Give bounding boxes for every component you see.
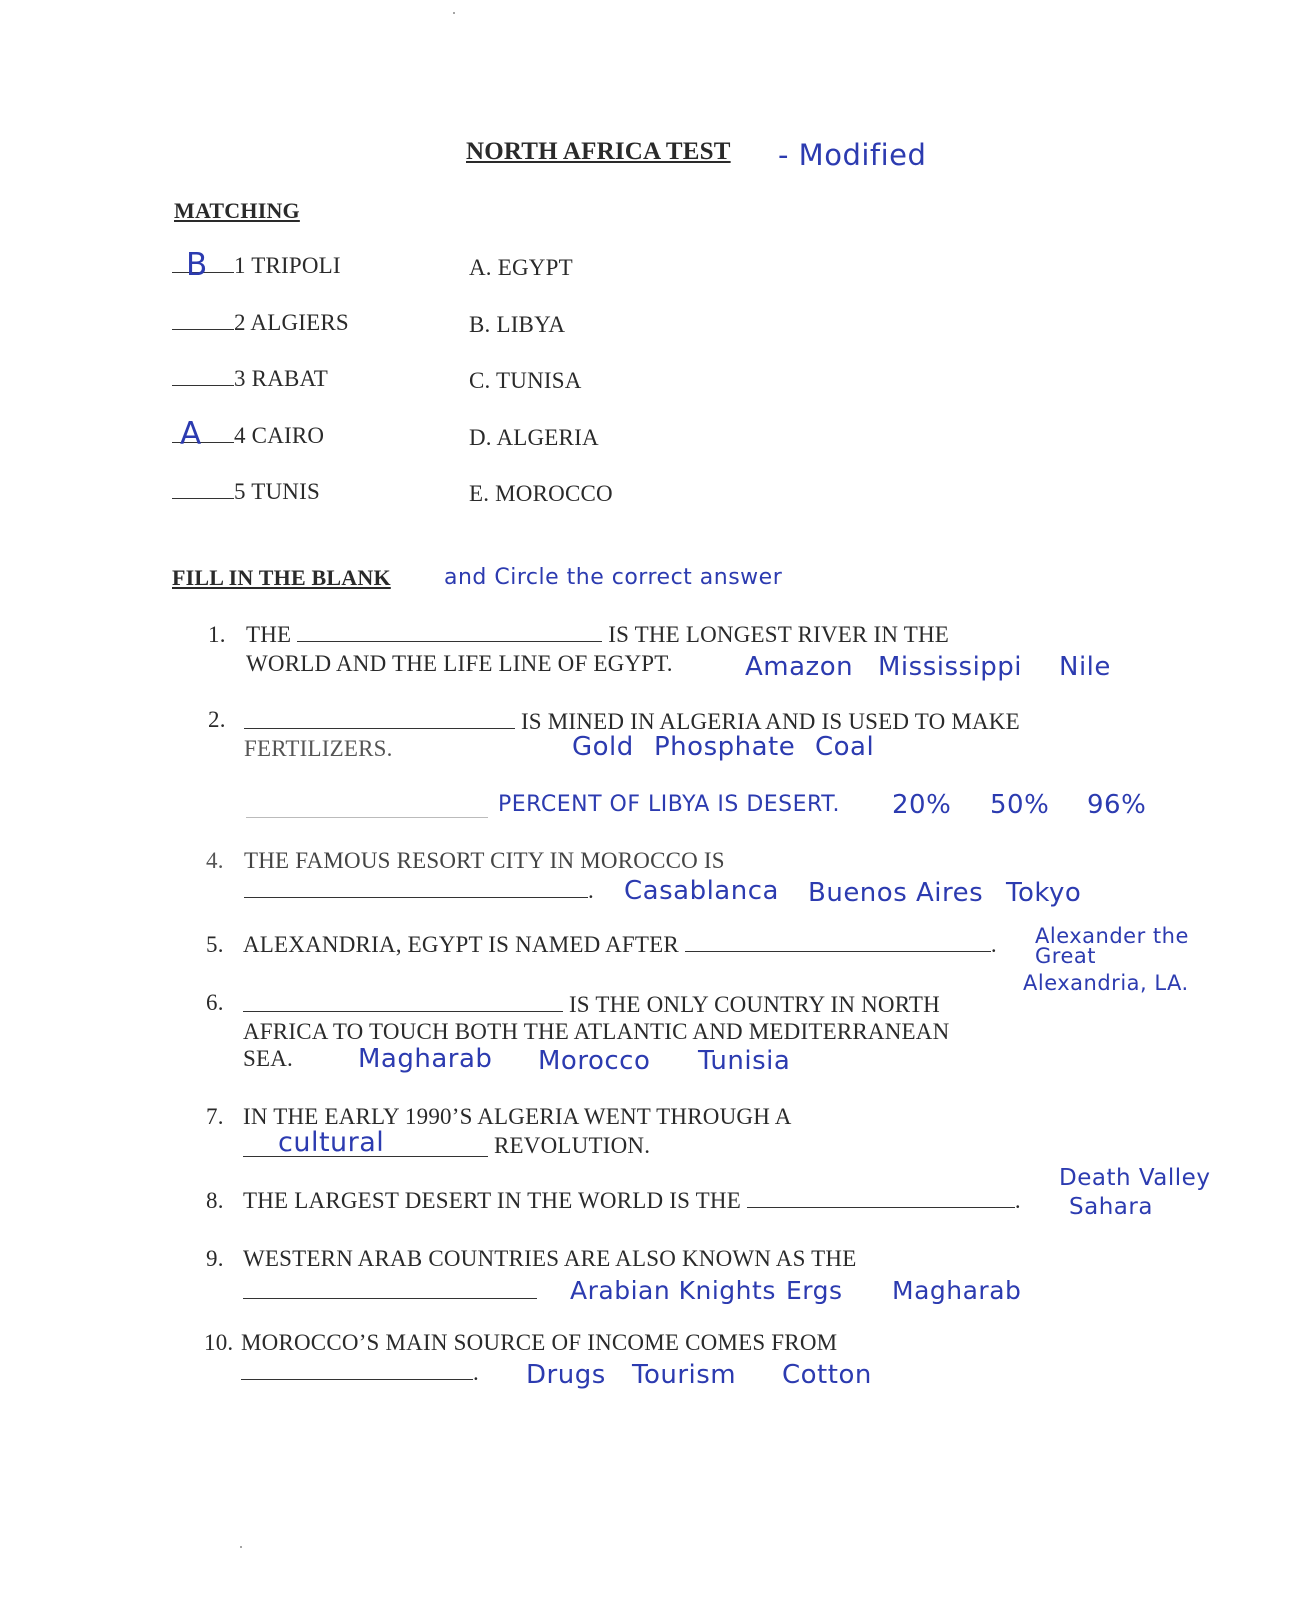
q8-option: Death Valley bbox=[1059, 1165, 1211, 1191]
q10-option: Tourism bbox=[632, 1360, 737, 1390]
q5-text-a: ALEXANDRIA, EGYPT IS NAMED AFTER bbox=[243, 932, 679, 957]
q5-end: . bbox=[990, 932, 997, 957]
scan-speck bbox=[240, 1546, 242, 1548]
q4-line1: THE FAMOUS RESORT CITY IN MOROCCO IS bbox=[244, 848, 725, 873]
title-handwritten-note: - Modified bbox=[778, 138, 927, 172]
q7-line2: REVOLUTION. bbox=[494, 1133, 651, 1158]
fill-heading: FILL IN THE BLANK bbox=[172, 565, 391, 590]
matching-item-label: 2 ALGIERS bbox=[234, 310, 349, 335]
q2-option: Gold bbox=[572, 732, 634, 762]
q10-option: Drugs bbox=[526, 1360, 606, 1390]
q6-number: 6. bbox=[206, 990, 224, 1015]
q10-end: . bbox=[473, 1360, 479, 1385]
q3-option: 20% bbox=[892, 790, 952, 820]
q2-answer-blank[interactable] bbox=[244, 727, 515, 729]
matching-answer-4: A bbox=[180, 416, 202, 452]
q8-answer-blank[interactable] bbox=[747, 1206, 1015, 1208]
q6-option: Magharab bbox=[358, 1044, 493, 1074]
q5-number: 5. bbox=[206, 932, 224, 957]
q4-option: Casablanca bbox=[624, 876, 779, 906]
q3-option: 50% bbox=[990, 790, 1050, 820]
q4-number: 4. bbox=[206, 848, 224, 873]
matching-answer-1: B bbox=[186, 247, 208, 283]
matching-choice: D. ALGERIA bbox=[469, 425, 599, 450]
fill-instruction-handwritten: and Circle the correct answer bbox=[444, 565, 783, 590]
q9-option: Magharab bbox=[892, 1276, 1022, 1305]
q2-text-b: IS MINED IN ALGERIA AND IS USED TO MAKE bbox=[520, 709, 1020, 734]
q6-text-b: IS THE ONLY COUNTRY IN NORTH bbox=[568, 992, 940, 1017]
q8-line1 bbox=[243, 1188, 1021, 1214]
q5-option: Alexandria, LA. bbox=[1023, 971, 1189, 995]
q1-number: 1. bbox=[208, 622, 226, 647]
q8-option: Sahara bbox=[1069, 1194, 1153, 1220]
matching-item-label: 1 TRIPOLI bbox=[234, 253, 341, 278]
q6-option: Tunisia bbox=[698, 1046, 791, 1076]
matching-choice: C. TUNISA bbox=[469, 368, 582, 393]
q6-option: Morocco bbox=[538, 1046, 651, 1076]
q7-handwritten-answer: cultural bbox=[278, 1127, 385, 1158]
q7-line1: IN THE EARLY 1990’S ALGERIA WENT THROUGH A bbox=[243, 1104, 792, 1129]
q1-line1 bbox=[246, 622, 949, 648]
q3-answer-blank[interactable] bbox=[246, 817, 488, 818]
q4-option: Buenos Aires bbox=[808, 878, 984, 908]
matching-choice: A. EGYPT bbox=[469, 255, 573, 280]
matching-item-label: 4 CAIRO bbox=[234, 423, 325, 448]
q2-number: 2. bbox=[208, 707, 226, 732]
answer-blank[interactable] bbox=[172, 328, 234, 330]
q8-text-a: THE LARGEST DESERT IN THE WORLD IS THE bbox=[243, 1188, 741, 1213]
q9-line1: WESTERN ARAB COUNTRIES ARE ALSO KNOWN AS THE bbox=[243, 1246, 857, 1271]
q5-answer-blank[interactable] bbox=[685, 950, 991, 952]
page-title: NORTH AFRICA TEST bbox=[466, 138, 731, 165]
q2-option: Phosphate bbox=[654, 732, 796, 762]
q2-line2: FERTILIZERS. bbox=[244, 736, 393, 761]
q10-answer-blank[interactable] bbox=[241, 1378, 473, 1380]
matching-item-label: 5 TUNIS bbox=[234, 479, 320, 504]
matching-item-label: 3 RABAT bbox=[234, 366, 329, 391]
matching-choice: B. LIBYA bbox=[469, 312, 566, 337]
q10-line2 bbox=[241, 1360, 479, 1386]
q4-answer-blank[interactable] bbox=[244, 896, 588, 898]
q3-text: PERCENT OF LIBYA IS DESERT. bbox=[498, 792, 841, 817]
q5-option: Great bbox=[1035, 944, 1096, 968]
q4-line2 bbox=[244, 878, 594, 904]
q4-option: Tokyo bbox=[1006, 878, 1082, 908]
q9-number: 9. bbox=[206, 1246, 224, 1271]
matching-item-2 bbox=[172, 310, 349, 336]
q4-end: . bbox=[588, 878, 594, 903]
matching-choice: E. MOROCCO bbox=[469, 481, 613, 506]
q5-option: Alexander the bbox=[1035, 924, 1189, 948]
q10-line1: MOROCCO’S MAIN SOURCE OF INCOME COMES FROM bbox=[241, 1330, 838, 1355]
q1-option: Nile bbox=[1059, 652, 1111, 682]
matching-heading: MATCHING bbox=[174, 198, 300, 223]
answer-blank[interactable] bbox=[172, 497, 234, 499]
q6-line3: SEA. bbox=[243, 1046, 294, 1071]
q1-line2: WORLD AND THE LIFE LINE OF EGYPT. bbox=[246, 651, 673, 676]
answer-blank[interactable] bbox=[172, 384, 234, 386]
q9-option: Arabian Knights bbox=[570, 1276, 776, 1305]
q8-number: 8. bbox=[206, 1188, 224, 1213]
q1-text-b: IS THE LONGEST RIVER IN THE bbox=[608, 622, 950, 647]
matching-item-3 bbox=[172, 366, 328, 392]
q9-option: Ergs bbox=[786, 1276, 843, 1305]
q1-answer-blank[interactable] bbox=[297, 640, 602, 642]
matching-item-5 bbox=[172, 479, 320, 505]
q7-number: 7. bbox=[206, 1104, 224, 1129]
scan-speck bbox=[453, 12, 455, 14]
q6-line2: AFRICA TO TOUCH BOTH THE ATLANTIC AND MEDITERRANEAN bbox=[243, 1019, 950, 1044]
q1-option: Mississippi bbox=[878, 652, 1023, 682]
q3-option: 96% bbox=[1087, 790, 1147, 820]
q6-answer-blank[interactable] bbox=[243, 1010, 563, 1012]
q5-line1 bbox=[243, 932, 997, 958]
q1-option: Amazon bbox=[745, 652, 854, 682]
q9-answer-blank[interactable] bbox=[243, 1298, 537, 1299]
q6-line1 bbox=[243, 992, 940, 1018]
q8-end: . bbox=[1014, 1188, 1021, 1213]
q10-number: 10. bbox=[204, 1330, 234, 1355]
q2-option: Coal bbox=[815, 732, 875, 762]
q1-text-a: THE bbox=[246, 622, 292, 647]
q10-option: Cotton bbox=[782, 1360, 872, 1390]
